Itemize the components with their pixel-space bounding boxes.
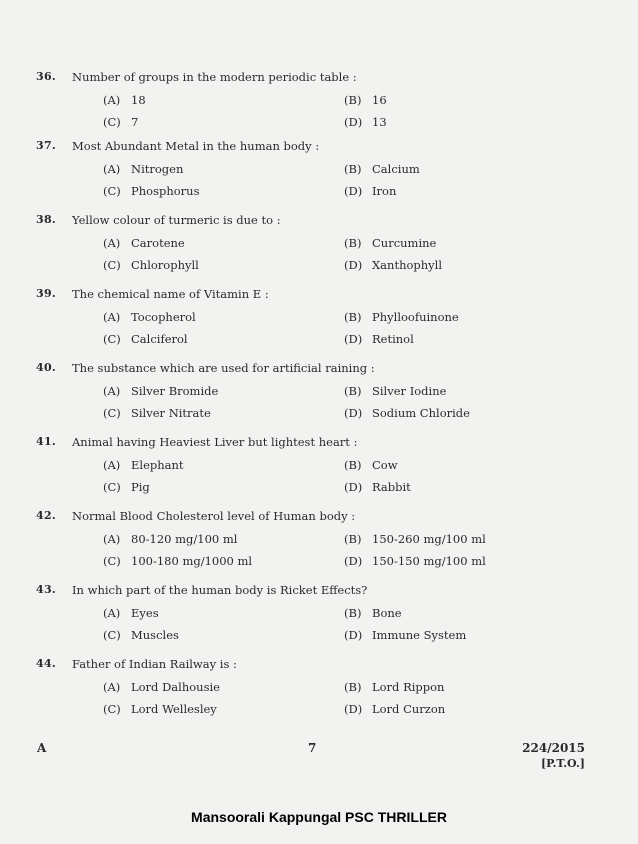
option-c — [103, 184, 199, 198]
option-label: (B) — [344, 384, 362, 398]
option-c — [103, 406, 211, 420]
option-text: Nitrogen — [131, 162, 184, 176]
option-text: Muscles — [131, 628, 179, 642]
question-text: The chemical name of Vitamin E : — [72, 287, 269, 301]
option-a — [103, 458, 184, 472]
option-text: Phylloofuinone — [372, 310, 459, 324]
option-a — [103, 384, 218, 398]
option-label: (C) — [103, 332, 121, 346]
option-d — [344, 115, 387, 129]
option-label: (B) — [344, 458, 362, 472]
question-number: 36. — [36, 70, 57, 83]
option-b — [344, 162, 420, 176]
option-text: Cow — [372, 458, 398, 472]
option-label: (C) — [103, 184, 121, 198]
option-text: 100-180 mg/1000 ml — [131, 554, 253, 568]
option-a — [103, 162, 183, 176]
option-b — [344, 458, 398, 472]
option-text: Immune System — [372, 628, 467, 642]
paper-code: 224/2015 — [522, 741, 585, 755]
option-text: Xanthophyll — [372, 258, 443, 272]
option-c — [103, 554, 252, 568]
option-label: (B) — [344, 606, 362, 620]
option-label: (A) — [103, 93, 121, 107]
question-number: 42. — [36, 509, 57, 522]
option-label: (B) — [344, 532, 362, 546]
option-text: 80-120 mg/100 ml — [131, 532, 238, 546]
option-d — [344, 184, 396, 198]
option-text: Carotene — [131, 236, 185, 250]
option-text: Phosphorus — [131, 184, 200, 198]
option-text: Lord Dalhousie — [131, 680, 220, 694]
question-text: The substance which are used for artificial raining : — [72, 361, 375, 375]
option-label: (D) — [344, 184, 363, 198]
option-text: 7 — [131, 115, 139, 129]
option-text: Calciferol — [131, 332, 188, 346]
option-label: (D) — [344, 406, 363, 420]
option-text: Pig — [131, 480, 150, 494]
option-text: Iron — [372, 184, 397, 198]
option-a — [103, 532, 237, 546]
option-label: (C) — [103, 115, 121, 129]
option-c — [103, 480, 150, 494]
option-label: (B) — [344, 93, 362, 107]
option-label: (A) — [103, 384, 121, 398]
option-text: Bone — [372, 606, 402, 620]
option-b — [344, 236, 436, 250]
option-label: (D) — [344, 115, 363, 129]
option-label: (C) — [103, 628, 121, 642]
option-label: (C) — [103, 702, 121, 716]
option-text: Eyes — [131, 606, 159, 620]
option-d — [344, 554, 486, 568]
question-number: 39. — [36, 287, 57, 300]
question-text: Most Abundant Metal in the human body : — [72, 139, 320, 153]
option-text: Curcumine — [372, 236, 437, 250]
option-label: (D) — [344, 332, 363, 346]
option-text: Silver Iodine — [372, 384, 447, 398]
question-text: Father of Indian Railway is : — [72, 657, 237, 671]
option-text: Calcium — [372, 162, 420, 176]
option-text: Silver Nitrate — [131, 406, 211, 420]
option-label: (C) — [103, 258, 121, 272]
question-number: 44. — [36, 657, 57, 670]
option-label: (D) — [344, 554, 363, 568]
option-label: (A) — [103, 680, 121, 694]
option-label: (B) — [344, 236, 362, 250]
option-text: Elephant — [131, 458, 184, 472]
question-number: 41. — [36, 435, 57, 448]
option-label: (B) — [344, 162, 362, 176]
option-c — [103, 332, 188, 346]
option-label: (B) — [344, 310, 362, 324]
page-number: 7 — [308, 741, 317, 755]
option-a — [103, 310, 196, 324]
question-text: Yellow colour of turmeric is due to : — [72, 213, 281, 227]
option-label: (D) — [344, 702, 363, 716]
question-number: 43. — [36, 583, 57, 596]
question-text: Animal having Heaviest Liver but lightest heart : — [72, 435, 358, 449]
option-b — [344, 93, 387, 107]
option-b — [344, 606, 402, 620]
option-label: (B) — [344, 680, 362, 694]
option-d — [344, 480, 411, 494]
option-text: Lord Wellesley — [131, 702, 217, 716]
option-c — [103, 702, 217, 716]
option-label: (A) — [103, 606, 121, 620]
option-b — [344, 680, 444, 694]
option-label: (D) — [344, 628, 363, 642]
option-label: (A) — [103, 162, 121, 176]
question-number: 37. — [36, 139, 57, 152]
option-text: 18 — [131, 93, 146, 107]
option-c — [103, 628, 179, 642]
option-text: 13 — [372, 115, 387, 129]
series-code: A — [37, 741, 47, 755]
option-label: (C) — [103, 554, 121, 568]
watermark-caption: Mansoorali Kappungal PSC THRILLER — [191, 809, 447, 825]
option-a — [103, 680, 220, 694]
option-label: (C) — [103, 406, 121, 420]
option-a — [103, 93, 146, 107]
option-text: Silver Bromide — [131, 384, 219, 398]
question-text: In which part of the human body is Ricket Effects? — [72, 583, 368, 597]
option-label: (C) — [103, 480, 121, 494]
option-text: 150-150 mg/100 ml — [372, 554, 486, 568]
option-label: (A) — [103, 532, 121, 546]
pto-marker: [P.T.O.] — [540, 757, 585, 770]
option-label: (A) — [103, 236, 121, 250]
option-d — [344, 332, 414, 346]
option-text: Lord Rippon — [372, 680, 445, 694]
option-label: (D) — [344, 480, 363, 494]
option-b — [344, 532, 486, 546]
option-text: Retinol — [372, 332, 414, 346]
question-text: Normal Blood Cholesterol level of Human body : — [72, 509, 356, 523]
option-text: Sodium Chloride — [372, 406, 470, 420]
option-text: Rabbit — [372, 480, 411, 494]
option-d — [344, 406, 470, 420]
option-label: (A) — [103, 310, 121, 324]
option-text: 16 — [372, 93, 387, 107]
option-d — [344, 258, 442, 272]
option-label: (D) — [344, 258, 363, 272]
option-text: Tocopherol — [131, 310, 196, 324]
option-text: Chlorophyll — [131, 258, 199, 272]
option-d — [344, 702, 445, 716]
option-a — [103, 606, 159, 620]
option-b — [344, 310, 459, 324]
option-d — [344, 628, 466, 642]
question-number: 40. — [36, 361, 57, 374]
option-b — [344, 384, 446, 398]
option-c — [103, 115, 138, 129]
option-text: Lord Curzon — [372, 702, 446, 716]
option-a — [103, 236, 185, 250]
option-label: (A) — [103, 458, 121, 472]
option-text: 150-260 mg/100 ml — [372, 532, 486, 546]
question-number: 38. — [36, 213, 57, 226]
option-c — [103, 258, 199, 272]
question-text: Number of groups in the modern periodic table : — [72, 70, 357, 84]
